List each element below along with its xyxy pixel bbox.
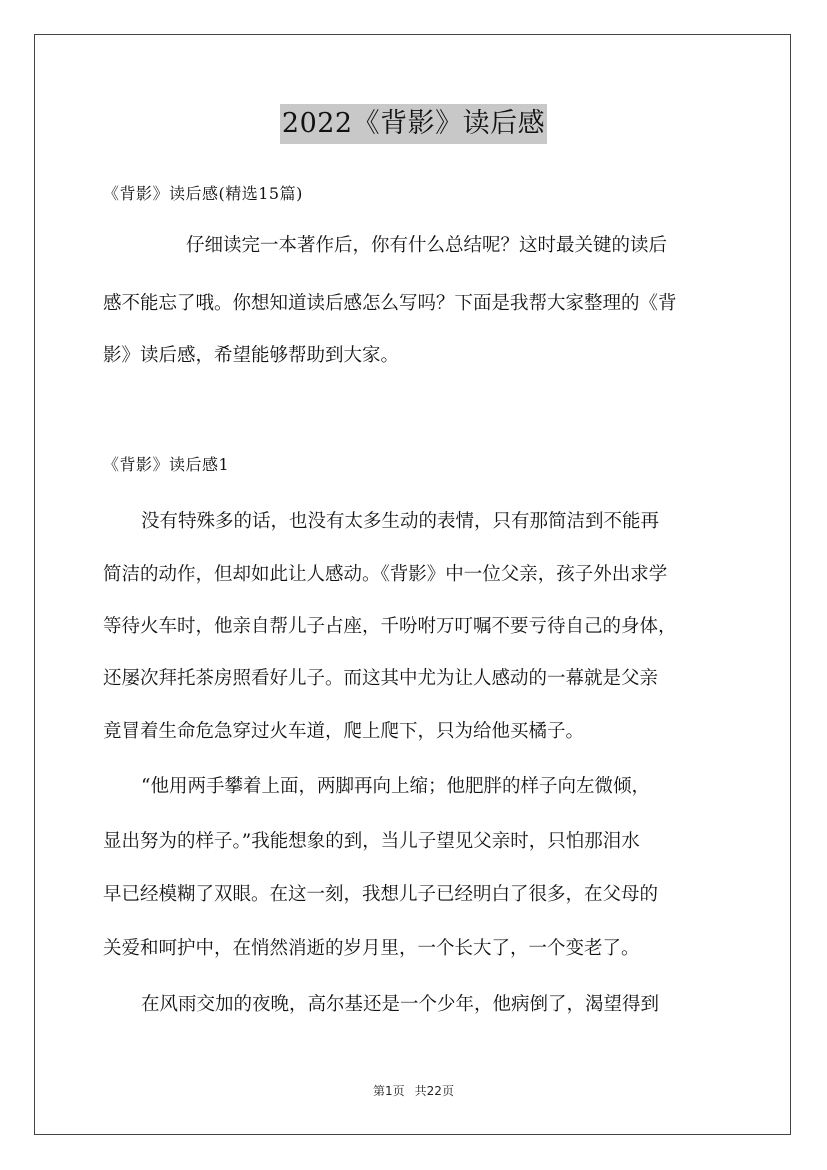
- body-line-6: “他用两手攀着上面，两脚再向上缩；他肥胖的样子向左微倾，: [141, 776, 650, 797]
- intro-line-1: 仔细读完一本著作后，你有什么总结呢？这时最关键的读后: [186, 235, 668, 256]
- body-line-3: 等待火车时，他亲自帮儿子占座，千吩咐万叮嘱不要亏待自己的身体，: [103, 616, 677, 637]
- body-line-5: 竟冒着生命危急穿过火车道，爬上爬下，只为给他买橘子。: [103, 721, 585, 742]
- intro-line-2: 感不能忘了哦。你想知道读后感怎么写吗？下面是我帮大家整理的《背: [103, 293, 677, 314]
- body-line-9: 关爱和呵护中，在悄然消逝的岁月里，一个长大了，一个变老了。: [103, 938, 640, 959]
- body-line-4: 还屡次拜托茶房照看好儿子。而这其中尤为让人感动的一幕就是父亲: [103, 668, 659, 689]
- body-line-10: 在风雨交加的夜晚，高尔基还是一个少年，他病倒了，渴望得到: [141, 994, 660, 1015]
- page-number: 第1页: [373, 1084, 405, 1098]
- page-total: 共22页: [414, 1084, 454, 1098]
- body-line-1: 没有特殊多的话，也没有太多生动的表情，只有那简洁到不能再: [141, 511, 660, 532]
- document-title-wrap: [0, 104, 827, 144]
- document-subtitle: 《背影》读后感(精选15篇): [103, 184, 303, 203]
- intro-line-3: 影》读后感，希望能够帮助到大家。: [103, 345, 400, 366]
- body-line-8: 早已经模糊了双眼。在这一刻，我想儿子已经明白了很多，在父母的: [103, 884, 659, 905]
- body-line-7: 显出努为的样子。”我能想象的到，当儿子望见父亲时，只怕那泪水: [103, 831, 640, 852]
- body-line-2: 简洁的动作，但却如此让人感动。《背影》中一位父亲，孩子外出求学: [103, 564, 668, 585]
- page-footer: [0, 1083, 827, 1099]
- document-title: 2022《背影》读后感: [280, 104, 547, 144]
- section-heading: 《背影》读后感1: [103, 455, 230, 474]
